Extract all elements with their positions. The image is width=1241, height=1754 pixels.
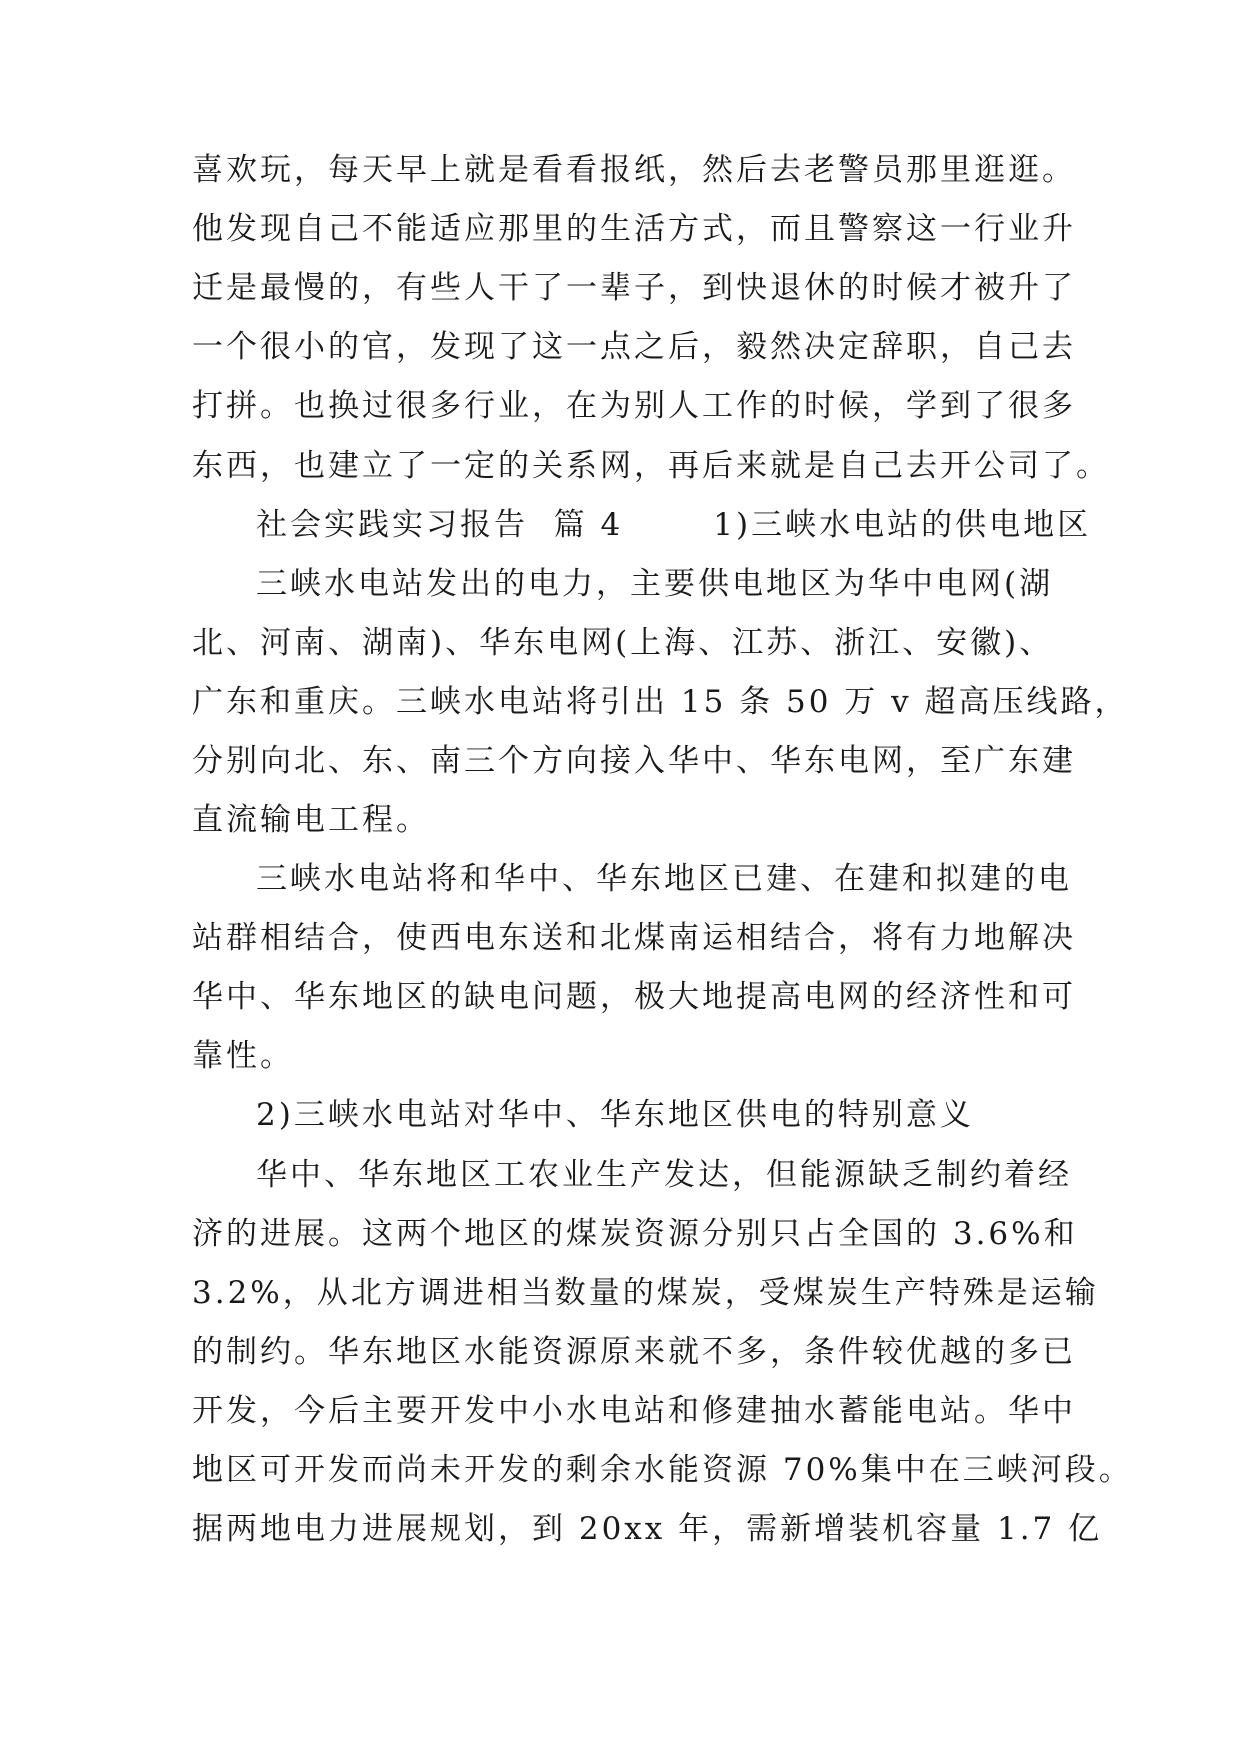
text-line: 济的进展。这两个地区的煤炭资源分别只占全国的 3.6%和 xyxy=(192,1216,1078,1252)
section-heading: 社会实践实习报告 篇 4 1)三峡水电站的供电地区 xyxy=(256,507,1092,543)
text-line: 地区可开发而尚未开发的剩余水能资源 70%集中在三峡河段。 xyxy=(192,1452,1133,1488)
text-line: 分别向北、东、南三个方向接入华中、华东电网，至广东建 xyxy=(192,743,1076,779)
text-line: 喜欢玩，每天早上就是看看报纸，然后去老警员那里逛逛。 xyxy=(192,152,1076,188)
text-line: 三峡水电站将和华中、华东地区已建、在建和拟建的电 xyxy=(256,861,1072,897)
text-line: 打拼。也换过很多行业，在为别人工作的时候，学到了很多 xyxy=(192,388,1076,424)
text-line: 迁是最慢的，有些人干了一辈子，到快退休的时候才被升了 xyxy=(192,270,1076,306)
text-line: 据两地电力进展规划，到 20xx 年，需新增装机容量 1.7 亿 xyxy=(192,1511,1103,1547)
text-line: 3.2%，从北方调进相当数量的煤炭，受煤炭生产特殊是运输 xyxy=(192,1275,1099,1311)
text-line: 站群相结合，使西电东送和北煤南运相结合，将有力地解决 xyxy=(192,920,1076,956)
text-line: 他发现自己不能适应那里的生活方式，而且警察这一行业升 xyxy=(192,211,1076,247)
text-line: 直流输电工程。 xyxy=(192,802,430,838)
text-line: 开发，今后主要开发中小水电站和修建抽水蓄能电站。华中 xyxy=(192,1393,1076,1429)
text-line: 三峡水电站发出的电力，主要供电地区为华中电网(湖 xyxy=(256,566,1054,602)
text-line: 华中、华东地区的缺电问题，极大地提高电网的经济性和可 xyxy=(192,979,1076,1015)
text-line: 北、河南、湖南)、华东电网(上海、江苏、浙江、安徽)、 xyxy=(192,625,1054,661)
section-heading: 2)三峡水电站对华中、华东地区供电的特别意义 xyxy=(256,1097,974,1133)
text-line: 华中、华东地区工农业生产发达，但能源缺乏制约着经 xyxy=(256,1157,1072,1193)
text-line: 东西，也建立了一定的关系网，再后来就是自己去开公司了。 xyxy=(192,448,1110,484)
text-line: 的制约。华东地区水能资源原来就不多，条件较优越的多已 xyxy=(192,1334,1076,1370)
text-line: 一个很小的官，发现了这一点之后，毅然决定辞职，自己去 xyxy=(192,329,1076,365)
text-line: 靠性。 xyxy=(192,1038,294,1074)
text-line: 广东和重庆。三峡水电站将引出 15 条 50 万 v 超高压线路， xyxy=(192,684,1129,720)
